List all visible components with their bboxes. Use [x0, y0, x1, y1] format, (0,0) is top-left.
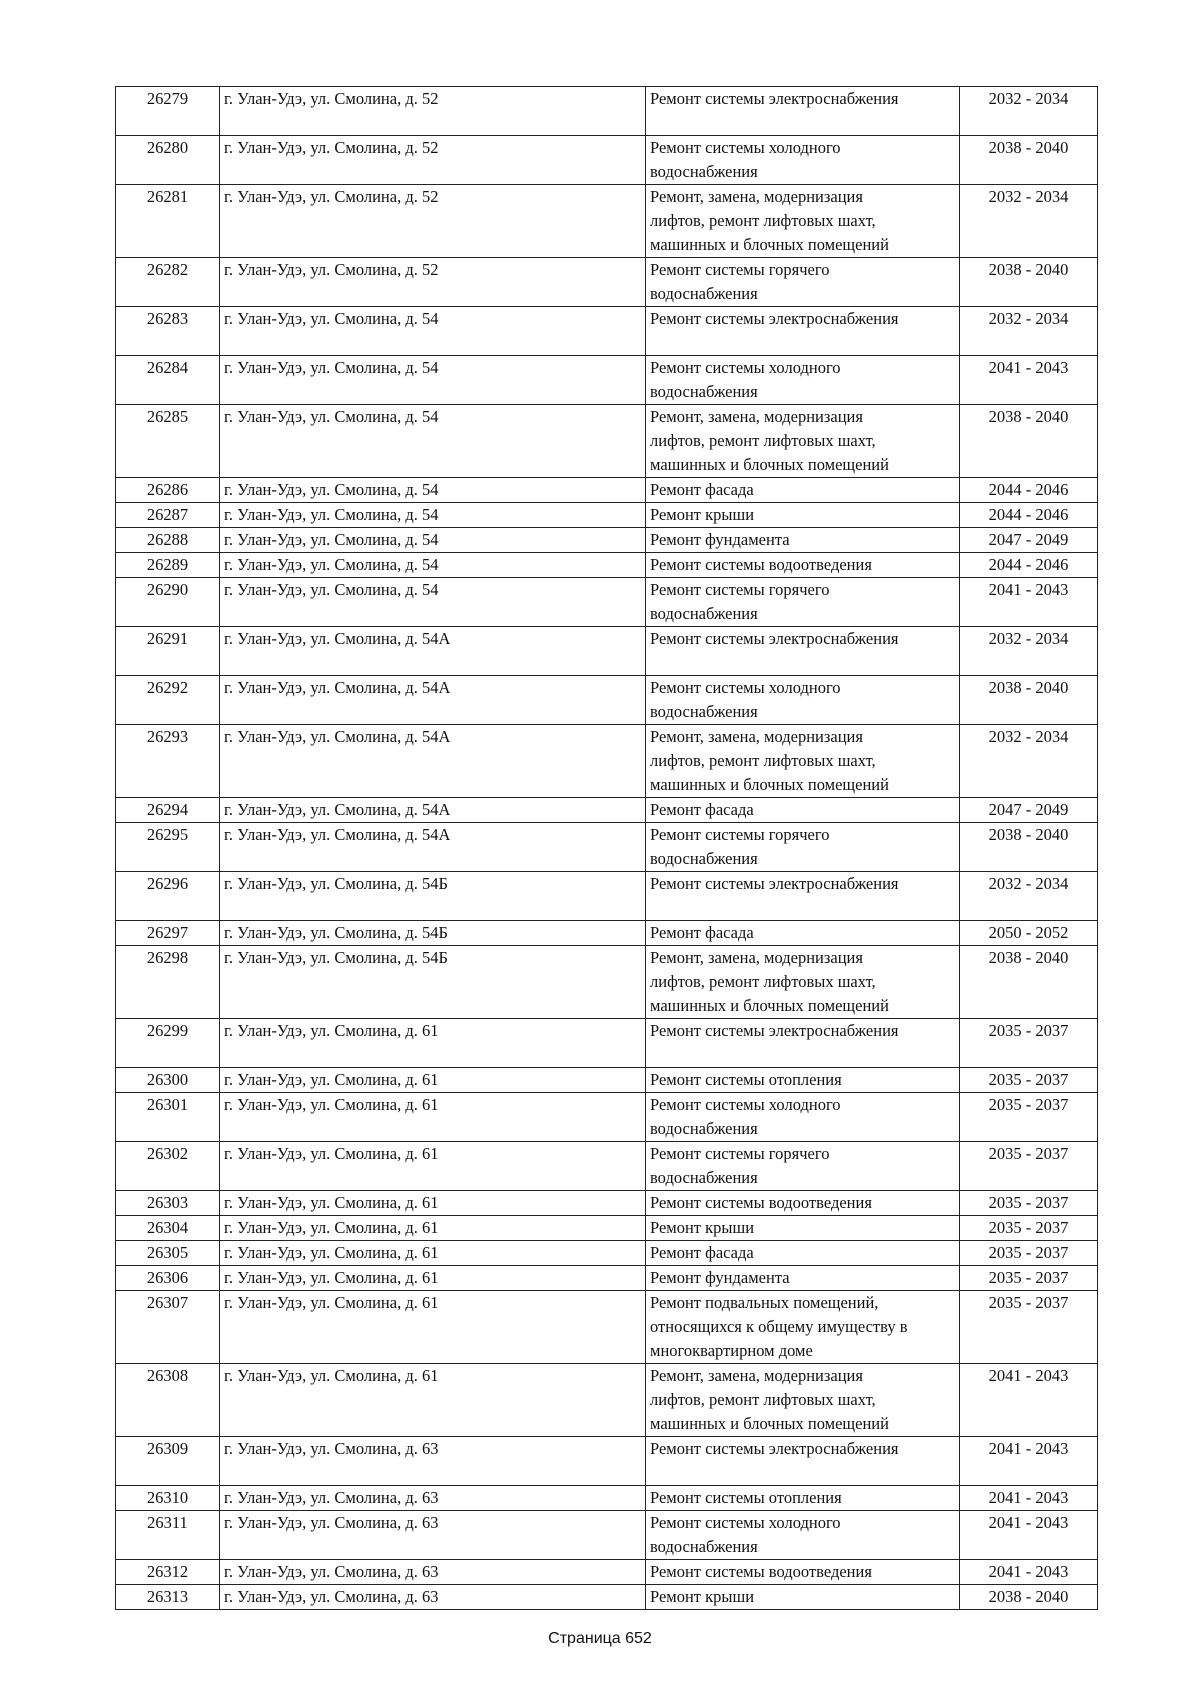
period-cell: 2035 - 2037 [960, 1216, 1098, 1241]
table-row [116, 1291, 1098, 1364]
work-type-cell: Ремонт системы холодного водоснабжения [646, 676, 960, 725]
row-number: 26301 [116, 1093, 220, 1142]
address-cell: г. Улан-Удэ, ул. Смолина, д. 61 [220, 1019, 646, 1068]
row-number: 26288 [116, 528, 220, 553]
address-cell: г. Улан-Удэ, ул. Смолина, д. 54Б [220, 872, 646, 921]
row-number: 26292 [116, 676, 220, 725]
table-row [116, 1216, 1098, 1241]
repair-schedule-table [115, 86, 1098, 1610]
row-number: 26284 [116, 356, 220, 405]
row-number: 26313 [116, 1585, 220, 1610]
address-cell: г. Улан-Удэ, ул. Смолина, д. 54 [220, 578, 646, 627]
address-cell: г. Улан-Удэ, ул. Смолина, д. 61 [220, 1093, 646, 1142]
work-type-cell: Ремонт фасада [646, 798, 960, 823]
table-row [116, 1191, 1098, 1216]
work-type-cell: Ремонт системы электроснабжения [646, 872, 960, 921]
address-cell: г. Улан-Удэ, ул. Смолина, д. 63 [220, 1511, 646, 1560]
address-cell: г. Улан-Удэ, ул. Смолина, д. 54 [220, 478, 646, 503]
table-row [116, 823, 1098, 872]
row-number: 26306 [116, 1266, 220, 1291]
table-row [116, 528, 1098, 553]
period-cell: 2041 - 2043 [960, 1486, 1098, 1511]
row-number: 26289 [116, 553, 220, 578]
period-cell: 2032 - 2034 [960, 87, 1098, 136]
table-row [116, 1241, 1098, 1266]
row-number: 26305 [116, 1241, 220, 1266]
work-type-cell: Ремонт фундамента [646, 1266, 960, 1291]
row-number: 26283 [116, 307, 220, 356]
address-cell: г. Улан-Удэ, ул. Смолина, д. 54Б [220, 946, 646, 1019]
address-cell: г. Улан-Удэ, ул. Смолина, д. 61 [220, 1241, 646, 1266]
address-cell: г. Улан-Удэ, ул. Смолина, д. 63 [220, 1486, 646, 1511]
work-type-cell: Ремонт системы электроснабжения [646, 87, 960, 136]
row-number: 26290 [116, 578, 220, 627]
address-cell: г. Улан-Удэ, ул. Смолина, д. 52 [220, 258, 646, 307]
row-number: 26298 [116, 946, 220, 1019]
work-type-cell: Ремонт крыши [646, 1585, 960, 1610]
address-cell: г. Улан-Удэ, ул. Смолина, д. 52 [220, 185, 646, 258]
period-cell: 2035 - 2037 [960, 1093, 1098, 1142]
row-number: 26302 [116, 1142, 220, 1191]
period-cell: 2047 - 2049 [960, 798, 1098, 823]
table-body [116, 87, 1098, 1610]
table-row [116, 1068, 1098, 1093]
period-cell: 2038 - 2040 [960, 405, 1098, 478]
table-row [116, 405, 1098, 478]
period-cell: 2032 - 2034 [960, 627, 1098, 676]
address-cell: г. Улан-Удэ, ул. Смолина, д. 54 [220, 307, 646, 356]
work-type-cell: Ремонт, замена, модернизация лифтов, ремонт лифтовых шахт, машинных и блочных помещений [646, 405, 960, 478]
address-cell: г. Улан-Удэ, ул. Смолина, д. 54А [220, 798, 646, 823]
period-cell: 2041 - 2043 [960, 1437, 1098, 1486]
row-number: 26293 [116, 725, 220, 798]
table-row [116, 1437, 1098, 1486]
period-cell: 2032 - 2034 [960, 185, 1098, 258]
row-number: 26287 [116, 503, 220, 528]
row-number: 26307 [116, 1291, 220, 1364]
period-cell: 2032 - 2034 [960, 725, 1098, 798]
table-row [116, 627, 1098, 676]
table-row [116, 798, 1098, 823]
work-type-cell: Ремонт системы отопления [646, 1486, 960, 1511]
work-type-cell: Ремонт системы электроснабжения [646, 1019, 960, 1068]
work-type-cell: Ремонт системы холодного водоснабжения [646, 136, 960, 185]
row-number: 26282 [116, 258, 220, 307]
table-row [116, 1142, 1098, 1191]
work-type-cell: Ремонт фасада [646, 478, 960, 503]
period-cell: 2044 - 2046 [960, 503, 1098, 528]
period-cell: 2047 - 2049 [960, 528, 1098, 553]
address-cell: г. Улан-Удэ, ул. Смолина, д. 52 [220, 87, 646, 136]
address-cell: г. Улан-Удэ, ул. Смолина, д. 54А [220, 725, 646, 798]
work-type-cell: Ремонт системы водоотведения [646, 1191, 960, 1216]
period-cell: 2038 - 2040 [960, 946, 1098, 1019]
row-number: 26309 [116, 1437, 220, 1486]
address-cell: г. Улан-Удэ, ул. Смолина, д. 54А [220, 823, 646, 872]
work-type-cell: Ремонт, замена, модернизация лифтов, ремонт лифтовых шахт, машинных и блочных помещений [646, 1364, 960, 1437]
table-row [116, 676, 1098, 725]
period-cell: 2035 - 2037 [960, 1191, 1098, 1216]
address-cell: г. Улан-Удэ, ул. Смолина, д. 54А [220, 676, 646, 725]
address-cell: г. Улан-Удэ, ул. Смолина, д. 54 [220, 503, 646, 528]
period-cell: 2032 - 2034 [960, 872, 1098, 921]
period-cell: 2035 - 2037 [960, 1068, 1098, 1093]
period-cell: 2041 - 2043 [960, 1511, 1098, 1560]
work-type-cell: Ремонт, замена, модернизация лифтов, ремонт лифтовых шахт, машинных и блочных помещений [646, 725, 960, 798]
period-cell: 2050 - 2052 [960, 921, 1098, 946]
table-row [116, 136, 1098, 185]
row-number: 26280 [116, 136, 220, 185]
work-type-cell: Ремонт системы холодного водоснабжения [646, 1511, 960, 1560]
work-type-cell: Ремонт фасада [646, 921, 960, 946]
row-number: 26286 [116, 478, 220, 503]
period-cell: 2035 - 2037 [960, 1142, 1098, 1191]
period-cell: 2038 - 2040 [960, 823, 1098, 872]
row-number: 26304 [116, 1216, 220, 1241]
work-type-cell: Ремонт системы холодного водоснабжения [646, 1093, 960, 1142]
work-type-cell: Ремонт системы горячего водоснабжения [646, 578, 960, 627]
table-row [116, 356, 1098, 405]
work-type-cell: Ремонт фасада [646, 1241, 960, 1266]
work-type-cell: Ремонт подвальных помещений, относящихся к общему имуществу в многоквартирном доме [646, 1291, 960, 1364]
row-number: 26303 [116, 1191, 220, 1216]
work-type-cell: Ремонт системы холодного водоснабжения [646, 356, 960, 405]
period-cell: 2032 - 2034 [960, 307, 1098, 356]
address-cell: г. Улан-Удэ, ул. Смолина, д. 63 [220, 1585, 646, 1610]
table-row [116, 553, 1098, 578]
address-cell: г. Улан-Удэ, ул. Смолина, д. 61 [220, 1191, 646, 1216]
work-type-cell: Ремонт системы водоотведения [646, 1560, 960, 1585]
period-cell: 2038 - 2040 [960, 1585, 1098, 1610]
table-row [116, 478, 1098, 503]
row-number: 26285 [116, 405, 220, 478]
table-row [116, 872, 1098, 921]
period-cell: 2035 - 2037 [960, 1019, 1098, 1068]
period-cell: 2041 - 2043 [960, 1364, 1098, 1437]
row-number: 26299 [116, 1019, 220, 1068]
row-number: 26300 [116, 1068, 220, 1093]
work-type-cell: Ремонт системы горячего водоснабжения [646, 1142, 960, 1191]
work-type-cell: Ремонт фундамента [646, 528, 960, 553]
row-number: 26295 [116, 823, 220, 872]
table-row [116, 1364, 1098, 1437]
work-type-cell: Ремонт системы электроснабжения [646, 627, 960, 676]
row-number: 26296 [116, 872, 220, 921]
table-row [116, 1093, 1098, 1142]
table-row [116, 1511, 1098, 1560]
work-type-cell: Ремонт системы электроснабжения [646, 1437, 960, 1486]
work-type-cell: Ремонт крыши [646, 503, 960, 528]
table-row [116, 258, 1098, 307]
row-number: 26279 [116, 87, 220, 136]
address-cell: г. Улан-Удэ, ул. Смолина, д. 61 [220, 1291, 646, 1364]
row-number: 26311 [116, 1511, 220, 1560]
address-cell: г. Улан-Удэ, ул. Смолина, д. 61 [220, 1266, 646, 1291]
address-cell: г. Улан-Удэ, ул. Смолина, д. 61 [220, 1068, 646, 1093]
table-row [116, 1019, 1098, 1068]
address-cell: г. Улан-Удэ, ул. Смолина, д. 61 [220, 1142, 646, 1191]
period-cell: 2044 - 2046 [960, 478, 1098, 503]
address-cell: г. Улан-Удэ, ул. Смолина, д. 54А [220, 627, 646, 676]
period-cell: 2041 - 2043 [960, 1560, 1098, 1585]
table-row [116, 1585, 1098, 1610]
table-row [116, 1560, 1098, 1585]
row-number: 26281 [116, 185, 220, 258]
row-number: 26312 [116, 1560, 220, 1585]
row-number: 26291 [116, 627, 220, 676]
table-row [116, 87, 1098, 136]
table-row [116, 725, 1098, 798]
table-row [116, 307, 1098, 356]
row-number: 26308 [116, 1364, 220, 1437]
work-type-cell: Ремонт системы водоотведения [646, 553, 960, 578]
period-cell: 2044 - 2046 [960, 553, 1098, 578]
period-cell: 2035 - 2037 [960, 1291, 1098, 1364]
table-row [116, 1266, 1098, 1291]
period-cell: 2041 - 2043 [960, 578, 1098, 627]
address-cell: г. Улан-Удэ, ул. Смолина, д. 54 [220, 405, 646, 478]
period-cell: 2038 - 2040 [960, 676, 1098, 725]
period-cell: 2041 - 2043 [960, 356, 1098, 405]
period-cell: 2035 - 2037 [960, 1241, 1098, 1266]
address-cell: г. Улан-Удэ, ул. Смолина, д. 54 [220, 528, 646, 553]
row-number: 26297 [116, 921, 220, 946]
row-number: 26310 [116, 1486, 220, 1511]
table-row [116, 578, 1098, 627]
table-row [116, 185, 1098, 258]
table-row [116, 503, 1098, 528]
work-type-cell: Ремонт системы электроснабжения [646, 307, 960, 356]
address-cell: г. Улан-Удэ, ул. Смолина, д. 52 [220, 136, 646, 185]
work-type-cell: Ремонт системы горячего водоснабжения [646, 823, 960, 872]
row-number: 26294 [116, 798, 220, 823]
work-type-cell: Ремонт системы отопления [646, 1068, 960, 1093]
table-row [116, 921, 1098, 946]
address-cell: г. Улан-Удэ, ул. Смолина, д. 63 [220, 1437, 646, 1486]
address-cell: г. Улан-Удэ, ул. Смолина, д. 54Б [220, 921, 646, 946]
address-cell: г. Улан-Удэ, ул. Смолина, д. 63 [220, 1560, 646, 1585]
address-cell: г. Улан-Удэ, ул. Смолина, д. 61 [220, 1216, 646, 1241]
work-type-cell: Ремонт системы горячего водоснабжения [646, 258, 960, 307]
work-type-cell: Ремонт, замена, модернизация лифтов, ремонт лифтовых шахт, машинных и блочных помещений [646, 185, 960, 258]
table-row [116, 1486, 1098, 1511]
page-number: Страница 652 [548, 1630, 652, 1647]
address-cell: г. Улан-Удэ, ул. Смолина, д. 54 [220, 553, 646, 578]
period-cell: 2038 - 2040 [960, 258, 1098, 307]
period-cell: 2038 - 2040 [960, 136, 1098, 185]
work-type-cell: Ремонт, замена, модернизация лифтов, ремонт лифтовых шахт, машинных и блочных помещений [646, 946, 960, 1019]
period-cell: 2035 - 2037 [960, 1266, 1098, 1291]
work-type-cell: Ремонт крыши [646, 1216, 960, 1241]
address-cell: г. Улан-Удэ, ул. Смолина, д. 54 [220, 356, 646, 405]
table-row [116, 946, 1098, 1019]
address-cell: г. Улан-Удэ, ул. Смолина, д. 61 [220, 1364, 646, 1437]
